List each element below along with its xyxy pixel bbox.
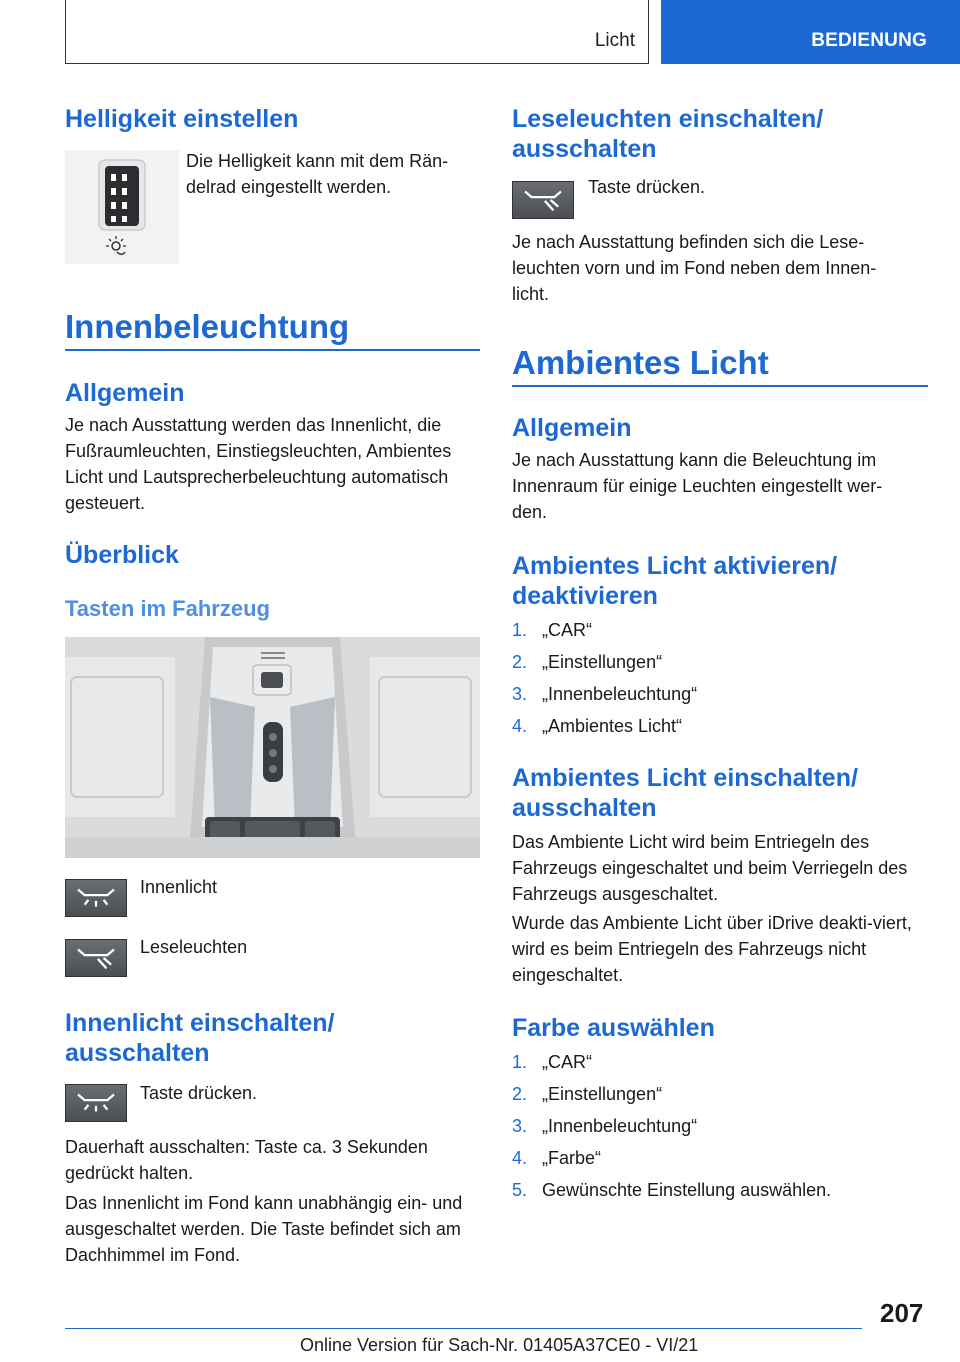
list-item: 1. „CAR“ [512, 1052, 592, 1072]
list-item: 3. „Innenbeleuchtung“ [512, 684, 698, 704]
legend-reading-light: Leseleuchten [140, 937, 248, 957]
ambient-light-title: Ambientes Licht [512, 344, 769, 381]
ambient-activate-title: Ambientes Licht aktivieren/ deaktivieren [512, 552, 838, 610]
ambient-activate-steps [512, 614, 912, 742]
list-item: 2. „Einstellungen“ [512, 652, 663, 672]
interior-light-button-icon [65, 1084, 127, 1122]
reading-light-icon [65, 939, 127, 977]
ambient-onoff-p1: Das Ambiente Licht wird beim Entriegeln des Fahrzeugs eingeschaltet und beim Verriegeln des Fahrzeugs ausgeschaltet. [512, 832, 908, 904]
list-item: 4. „Farbe“ [512, 1148, 602, 1168]
reading-press-text: Taste drücken. [588, 177, 706, 197]
reading-light-button-icon [512, 181, 574, 219]
ambient-onoff-title: Ambientes Licht einschalten/ ausschalten [512, 764, 858, 822]
list-item: 4. „Ambientes Licht“ [512, 716, 683, 736]
header-frame [65, 0, 649, 64]
page-number: 207 [880, 1298, 924, 1328]
list-item: 2. „Einstellungen“ [512, 1084, 663, 1104]
general-title: Allgemein [65, 379, 185, 407]
footer-text: Online Version für Sach-Nr. 01405A37CE0 - VI/21 [300, 1335, 699, 1355]
legend-interior-light: Innenlicht [140, 877, 218, 897]
color-title: Farbe auswählen [512, 1014, 715, 1042]
header-chapter: BEDIENUNG [811, 30, 927, 51]
list-item: 5. Gewünschte Einstellung auswählen. [512, 1180, 832, 1200]
roof-console-image [65, 637, 480, 858]
list-item: 3. „Innenbeleuchtung“ [512, 1116, 698, 1136]
ambient-onoff-p2: Wurde das Ambiente Licht über iDrive deakti-viert, wird es beim Entriegeln des Fahrzeugs nicht eingeschaltet. [512, 913, 912, 985]
color-steps [512, 1046, 912, 1206]
interior-press-text: Taste drücken. [140, 1083, 258, 1103]
interior-light-icon [65, 879, 127, 917]
title-rule [512, 385, 928, 387]
reading-text: Je nach Ausstattung befinden sich die Lese-leuchten vorn und im Fond neben dem Innen-licht. [512, 232, 877, 304]
header-section: Licht [594, 30, 635, 51]
overview-title: Überblick [65, 541, 179, 569]
brightness-title: Helligkeit einstellen [65, 105, 299, 133]
interior-switch-p2: Das Innenlicht im Fond kann unabhängig ein- und ausgeschaltet werden. Die Taste befindet sich am Dachhimmel im Fond. [65, 1193, 463, 1265]
reading-title: Leseleuchten einschalten/ ausschalten [512, 105, 824, 163]
brightness-text: Die Helligkeit kann mit dem Rän- delrad eingestellt werden. [186, 151, 449, 197]
footer-rule [65, 1328, 862, 1329]
interior-lighting-title: Innenbeleuchtung [65, 308, 350, 345]
general-text: Je nach Ausstattung werden das Innenlicht, die Fußraumleuchten, Einstiegsleuchten, Ambientes Licht und Lautsprecherbeleuchtung automatisch gesteuert. [65, 415, 452, 513]
interior-switch-p1: Dauerhaft ausschalten: Taste ca. 3 Sekunden gedrückt halten. [65, 1137, 428, 1183]
header-chapter-tab [661, 0, 960, 64]
dimmer-wheel-image [65, 150, 179, 264]
interior-switch-title: Innenlicht einschalten/ ausschalten [65, 1009, 335, 1067]
title-rule [65, 349, 480, 351]
ambient-general-title: Allgemein [512, 414, 632, 442]
ambient-general-text: Je nach Ausstattung kann die Beleuchtung im Innenraum für einige Leuchten eingestellt wer-den. [512, 450, 883, 522]
list-item: 1. „CAR“ [512, 620, 592, 640]
buttons-title: Tasten im Fahrzeug [65, 596, 270, 621]
